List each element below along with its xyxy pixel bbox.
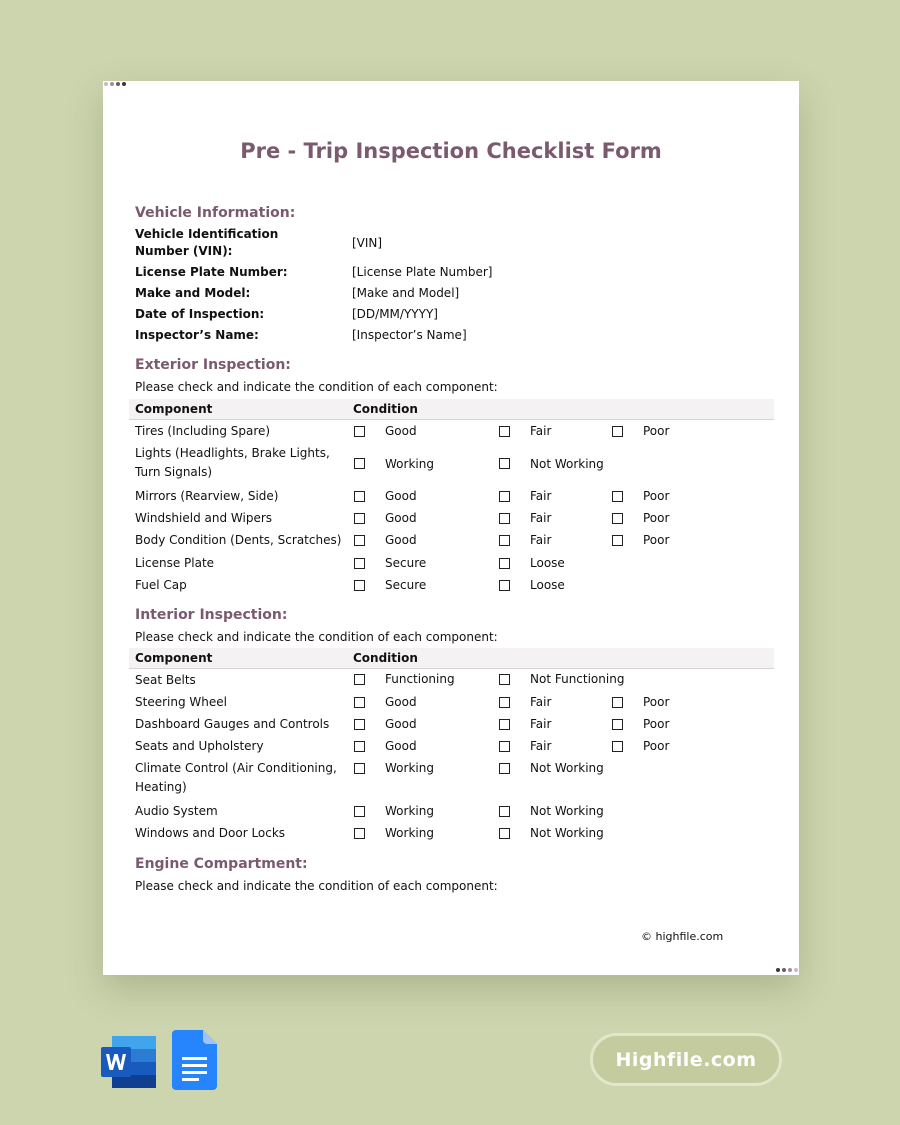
component-column-header: Component [135, 651, 213, 665]
checkbox[interactable] [612, 697, 623, 708]
option-label: Loose [530, 556, 565, 570]
option-label: Fair [530, 424, 552, 438]
option-label: Fair [530, 739, 552, 753]
checkbox[interactable] [354, 741, 365, 752]
condition-column-header: Condition [353, 402, 418, 416]
checkbox[interactable] [499, 513, 510, 524]
checkbox[interactable] [354, 491, 365, 502]
table-row-label: Seat Belts [135, 673, 196, 687]
checkbox[interactable] [499, 697, 510, 708]
checkbox[interactable] [612, 535, 623, 546]
exterior-heading: Exterior Inspection: [135, 357, 291, 373]
option-label: Fair [530, 695, 552, 709]
interior-instruction: Please check and indicate the condition of each component: [135, 630, 498, 644]
table-row-label: Lights (Headlights, Brake Lights, Turn Signals) [135, 446, 330, 479]
option-label: Good [385, 717, 417, 731]
form-title: Pre - Trip Inspection Checklist Form [240, 139, 662, 163]
vin-value[interactable]: [VIN] [352, 236, 383, 250]
option-label: Good [385, 533, 417, 547]
table-row-label: Audio System [135, 804, 218, 818]
copyright-text: © highfile.com [641, 930, 724, 943]
checkbox[interactable] [612, 426, 623, 437]
checkbox[interactable] [499, 741, 510, 752]
table-row-label: Dashboard Gauges and Controls [135, 717, 330, 731]
checkbox[interactable] [354, 513, 365, 524]
checkbox[interactable] [612, 741, 623, 752]
table-row-label: Seats and Upholstery [135, 739, 264, 753]
checkbox[interactable] [354, 674, 365, 685]
checkbox[interactable] [612, 491, 623, 502]
table-row-label: Steering Wheel [135, 695, 227, 709]
option-label: Poor [643, 717, 670, 731]
checkbox[interactable] [499, 426, 510, 437]
option-label: Not Working [530, 761, 604, 775]
document-page [103, 81, 799, 975]
checkbox[interactable] [499, 674, 510, 685]
option-label: Working [385, 804, 434, 818]
google-docs-icon [172, 1030, 217, 1090]
option-label: Good [385, 489, 417, 503]
inspector-name-label: Inspector’s Name: [135, 328, 259, 342]
checkbox[interactable] [354, 806, 365, 817]
option-label: Secure [385, 556, 427, 570]
corner-dots-decoration [776, 968, 798, 972]
option-label: Poor [643, 533, 670, 547]
interior-table-header [129, 648, 774, 669]
option-label: Poor [643, 511, 670, 525]
option-label: Good [385, 739, 417, 753]
make-model-value[interactable]: [Make and Model] [352, 286, 460, 300]
checkbox[interactable] [354, 697, 365, 708]
checkbox[interactable] [499, 828, 510, 839]
table-row-label: Windshield and Wipers [135, 511, 273, 525]
condition-column-header: Condition [353, 651, 418, 665]
table-row-label: Climate Control (Air Conditioning, Heating) [135, 761, 337, 794]
table-row-label: Tires (Including Spare) [135, 424, 271, 438]
option-label: Fair [530, 511, 552, 525]
table-row-label: Mirrors (Rearview, Side) [135, 489, 279, 503]
option-label: Working [385, 457, 434, 471]
checkbox[interactable] [354, 558, 365, 569]
option-label: Fair [530, 717, 552, 731]
checkbox[interactable] [499, 719, 510, 730]
checkbox[interactable] [499, 580, 510, 591]
license-plate-value[interactable]: [License Plate Number] [352, 265, 493, 279]
corner-dots-decoration [104, 82, 126, 86]
table-row-label: Fuel Cap [135, 578, 187, 592]
vehicle-info-heading: Vehicle Information: [135, 205, 296, 221]
engine-heading: Engine Compartment: [135, 856, 308, 872]
option-label: Functioning [385, 672, 455, 686]
checkbox[interactable] [612, 719, 623, 730]
checkbox[interactable] [499, 535, 510, 546]
checkbox[interactable] [354, 763, 365, 774]
checkbox[interactable] [354, 828, 365, 839]
brand-badge[interactable]: Highfile.com [590, 1033, 782, 1086]
option-label: Not Working [530, 804, 604, 818]
checkbox[interactable] [499, 458, 510, 469]
option-label: Working [385, 761, 434, 775]
interior-heading: Interior Inspection: [135, 607, 288, 623]
vin-label: Vehicle Identification Number (VIN): [135, 227, 279, 258]
checkbox[interactable] [354, 535, 365, 546]
checkbox[interactable] [354, 719, 365, 730]
checkbox[interactable] [354, 426, 365, 437]
option-label: Good [385, 695, 417, 709]
option-label: Poor [643, 695, 670, 709]
option-label: Good [385, 511, 417, 525]
component-column-header: Component [135, 402, 213, 416]
engine-instruction: Please check and indicate the condition of each component: [135, 879, 498, 893]
exterior-table-header [129, 399, 774, 420]
checkbox[interactable] [354, 580, 365, 591]
option-label: Fair [530, 489, 552, 503]
option-label: Good [385, 424, 417, 438]
exterior-instruction: Please check and indicate the condition of each component: [135, 380, 498, 394]
inspection-date-label: Date of Inspection: [135, 307, 265, 321]
microsoft-word-icon [100, 1034, 157, 1090]
checkbox[interactable] [499, 806, 510, 817]
inspection-date-value[interactable]: [DD/MM/YYYY] [352, 307, 438, 321]
option-label: Loose [530, 578, 565, 592]
checkbox[interactable] [499, 763, 510, 774]
table-row-label: Body Condition (Dents, Scratches) [135, 533, 342, 547]
checkbox[interactable] [499, 558, 510, 569]
option-label: Not Working [530, 826, 604, 840]
license-plate-label: License Plate Number: [135, 265, 288, 279]
option-label: Not Functioning [530, 672, 625, 686]
checkbox[interactable] [612, 513, 623, 524]
option-label: Poor [643, 739, 670, 753]
table-row-label: Windows and Door Locks [135, 826, 286, 840]
option-label: Secure [385, 578, 427, 592]
inspector-name-value[interactable]: [Inspector’s Name] [352, 328, 467, 342]
option-label: Working [385, 826, 434, 840]
table-row-label: License Plate [135, 556, 215, 570]
checkbox[interactable] [499, 491, 510, 502]
option-label: Not Working [530, 457, 604, 471]
option-label: Fair [530, 533, 552, 547]
checkbox[interactable] [354, 458, 365, 469]
make-model-label: Make and Model: [135, 286, 251, 300]
option-label: Poor [643, 424, 670, 438]
option-label: Poor [643, 489, 670, 503]
